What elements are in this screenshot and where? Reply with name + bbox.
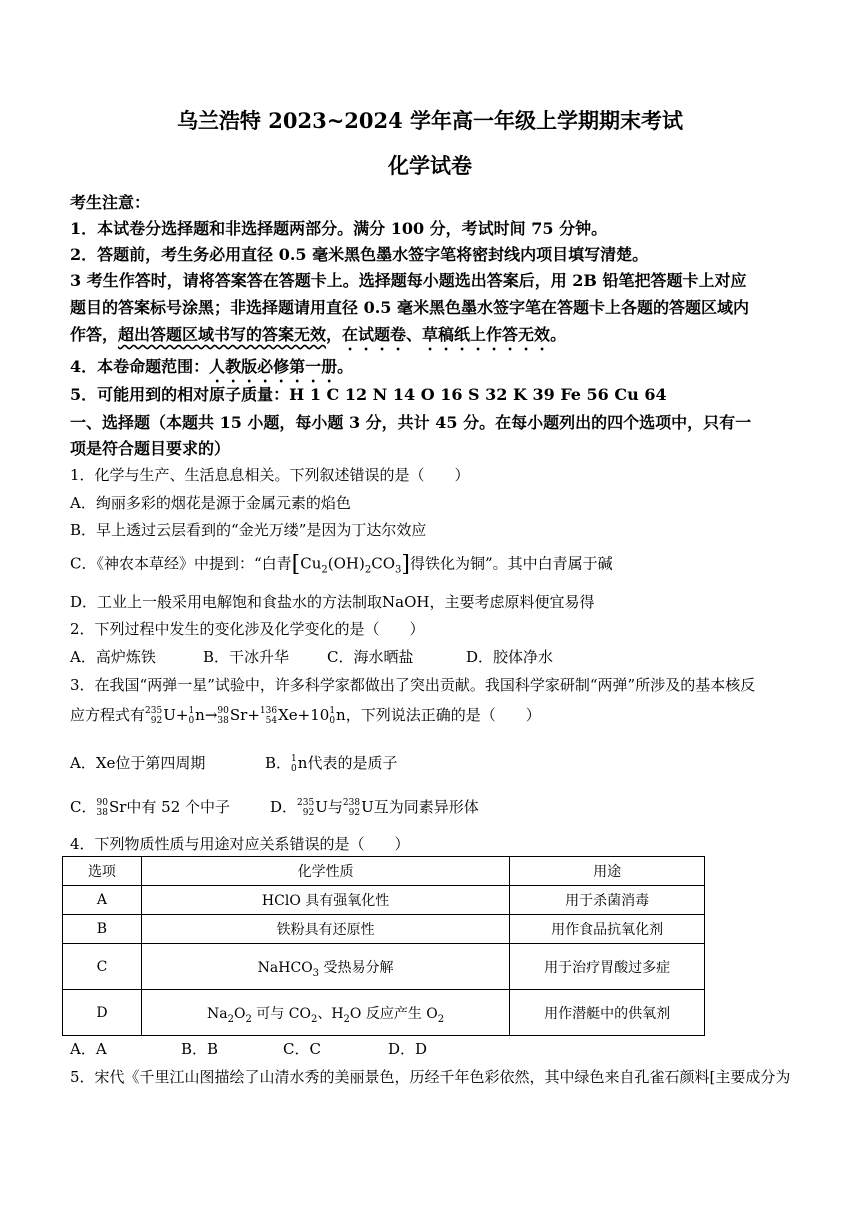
nuclide-label [188,706,194,726]
mass-number: 235 [145,706,163,716]
option-letter: A． [70,754,96,772]
formula: NaHCO [257,959,313,976]
option-text: 互为同素异形体 [373,798,479,816]
arrow-icon: → [204,706,218,724]
nuclide-label [297,798,314,818]
notice-item-5: 5．可能用到的相对原子质量：H 1 C 12 N 14 O 16 S 32 K 39 Fe 56 Cu 64 [70,385,667,404]
q3-option-c [70,796,270,818]
notice-text: 。 [550,325,567,344]
q3-text: ，下列说法正确的是（ ） [345,706,541,724]
notice-item-3-line-1: 3 考生作答时，请将答案答在答题卡上。选择题每小题选出答案后，用 2B 铅笔把答题卡上对应 [70,271,747,290]
mass-number: 235 [297,798,315,808]
q2-option-d: D．胶体净水 [466,648,554,666]
atomic-number: 92 [348,808,361,818]
q1-option-a: A．绚丽多彩的烟花是源于金属元素的焰色 [70,494,351,512]
nuclide-label [329,706,335,726]
atomic-number: 0 [291,764,297,774]
q2-option-b: B．干冰升华 [203,648,290,666]
property-text: 受热易分解 [319,959,394,976]
q3-options-cd [70,796,479,818]
formula: NaOH [382,593,430,611]
q3-equation-line [70,704,541,726]
table-header-row [63,857,705,886]
bracket-glyph: [ [291,552,301,577]
q3-stem: 3．在我国“两弹一星”试验中，许多科学家都做出了突出贡献。我国科学家研制“两弹”所涉及的基本核反 [70,676,756,694]
property-text: 、H [317,1005,344,1022]
mass-number: 238 [342,798,361,808]
element-symbol: n [336,706,346,724]
option-text: 代表的是质子 [307,754,398,772]
formula-subscript: 2 [364,564,372,576]
q5-stem: 5．宋代《千里江山图描绘了山清水秀的美丽景色，历经千年色彩依然，其中绿色来自孔雀石颜料[主要成分为 [70,1068,791,1086]
q4-option-a: A．A [70,1040,107,1058]
mass-number: 1 [291,754,297,764]
table-cell-property [141,990,509,1036]
table-cell-use: 用作食品抗氧化剂 [510,915,705,944]
table-cell-use: 用作潜艇中的供氧剂 [510,990,705,1036]
option-text: 中有 52 个中子 [126,798,231,816]
formula-subscript: 2 [321,564,328,576]
q3-option-b [265,752,397,774]
mass-number: 136 [259,706,278,716]
q1-option-c [70,552,613,577]
mass-number: 90 [96,798,108,808]
atomic-number: 54 [265,716,278,726]
q1-stem: 1．化学与生产、生活息息相关。下列叙述错误的是（ ） [70,466,470,484]
formula: O [234,1005,246,1022]
nuclide-label [260,706,277,726]
option-letter: C． [70,798,97,816]
table-row [63,944,705,990]
option-text: D．工业上一般采用电解饱和食盐水的方法制取 [70,593,383,611]
atomic-number: 0 [188,716,195,726]
formula-subscript: 2 [310,1013,318,1025]
atomic-number: 0 [329,716,336,726]
formula-subscript: 2 [343,1013,350,1025]
table-header-cell: 用途 [510,857,705,886]
notice-item-2: 2．答题前，考生务必用直径 0.5 毫米黑色墨水签字笔将密封线内项目填写清楚。 [70,245,649,264]
table-cell-use: 用于杀菌消毒 [510,886,705,915]
table-row [63,990,705,1036]
table-cell-option: A [63,886,142,915]
formula: CO [371,554,396,573]
table-header-cell: 选项 [63,857,142,886]
option-letter: B． [265,754,292,772]
formula-subscript: 2 [227,1013,234,1025]
table-cell-use: 用于治疗胃酸过多症 [510,944,705,990]
option-text: ，主要考虑原料便宜易得 [429,593,595,611]
q4-table [62,856,705,1036]
option-text: 得铁化为铜”。其中白青属于碱 [409,554,613,573]
table-row [63,915,705,944]
formula: (OH) [327,554,365,573]
element-symbol: U [361,798,374,816]
formula-subscript: 3 [312,967,320,979]
emphasis-text: 超出答题区域书写的答案无效 [118,325,327,344]
bracket-glyph: ] [401,552,410,577]
formula-subscript: 2 [437,1013,445,1025]
table-cell-property [141,944,509,990]
q2-stem: 2．下列过程中发生的变化涉及化学变化的是（ ） [70,620,425,638]
formula-subscript: 2 [245,1013,252,1025]
table-cell-option: D [63,990,142,1036]
option-text: C．《神农本草经》中提到：“白青 [70,554,292,573]
exam-subject-title: 化学试卷 [388,153,472,178]
section-heading-line-2: 项是符合题目要求的） [70,439,231,458]
option-text: 与 [327,798,343,816]
q2-option-a: A．高炉炼铁 [70,648,156,666]
nuclide-label [291,754,297,774]
notice-item-3-line-3 [70,322,566,354]
notice-text: 作答， [70,325,119,344]
option-text: 位于第四周期 [115,754,206,772]
operator: +10 [297,706,330,724]
element-symbol: U [163,706,176,724]
q1-option-b: B．早上透过云层看到的“金光万缕”是因为丁达尔效应 [70,521,427,539]
element-symbol: Sr [108,798,127,816]
formula: Na [207,1005,228,1022]
nuclide-label [96,798,107,818]
exam-title: 乌兰浩特 2023~2024 学年高一年级上学期期末考试 [176,108,684,133]
element-symbol: Sr [229,706,248,724]
table-cell-property: HClO 具有强氧化性 [141,886,509,915]
property-text: 可与 CO [251,1005,311,1022]
notice-heading: 考生注意： [70,193,151,212]
notice-text: ， [326,325,343,344]
atomic-number: 38 [217,716,229,726]
table-cell-property: 铁粉具有还原性 [141,915,509,944]
q4-stem: 4．下列物质性质与用途对应关系错误的是（ ） [70,835,410,853]
element-symbol: n [195,706,205,724]
emphasis-text: 在试题卷、草稿纸上作答无效 [342,325,551,344]
q3-options-ab [70,752,397,774]
notice-item-3-line-2: 题目的答案标号涂黑；非选择题请用直径 0.5 毫米黑色墨水签字笔在答题卡上各题的答题区域内 [70,298,749,317]
nuclide-label [217,706,228,726]
atomic-number: 38 [96,808,108,818]
q2-options [70,646,553,667]
q3-option-a [70,752,265,773]
q3-text: 应方程式有 [70,706,146,724]
q1-option-d [70,591,595,612]
element-symbol: Xe [95,754,116,772]
atomic-number: 92 [150,716,163,726]
mass-number: 1 [188,706,195,716]
formula: Cu [300,554,322,573]
element-symbol: U [315,798,328,816]
q4-option-d: D．D [388,1040,428,1058]
option-letter: D． [270,798,298,816]
table-header-cell: 化学性质 [141,857,509,886]
emphasis-text: 人教版必修第一册 [209,357,338,376]
notice-item-1: 1．本试卷分选择题和非选择题两部分。满分 100 分，考试时间 75 分钟。 [70,219,608,238]
notice-text: 。 [337,357,354,376]
q4-answer-options [70,1038,427,1059]
operator: + [175,706,189,724]
nuclide-label [145,706,162,726]
operator: + [247,706,260,724]
q2-option-c: C．海水晒盐 [327,648,414,666]
table-row [63,886,705,915]
notice-text: 4．本卷命题范围： [70,357,210,376]
q3-option-d [270,796,479,818]
q4-option-c: C．C [283,1040,321,1058]
formula-subscript: 3 [395,564,402,576]
section-heading-line-1: 一、选择题（本题共 15 小题，每小题 3 分，共计 45 分。在每小题列出的四个选项中，只有一 [70,413,752,432]
nuclide-label [343,798,360,818]
mass-number: 1 [329,706,336,716]
table-cell-option: B [63,915,142,944]
element-symbol: Xe [278,706,298,724]
mass-number: 90 [217,706,229,716]
q4-option-b: B．B [181,1040,219,1058]
atomic-number: 92 [302,808,315,818]
element-symbol: n [297,754,308,772]
property-text: O 反应产生 O [349,1005,438,1022]
table-cell-option: C [63,944,142,990]
